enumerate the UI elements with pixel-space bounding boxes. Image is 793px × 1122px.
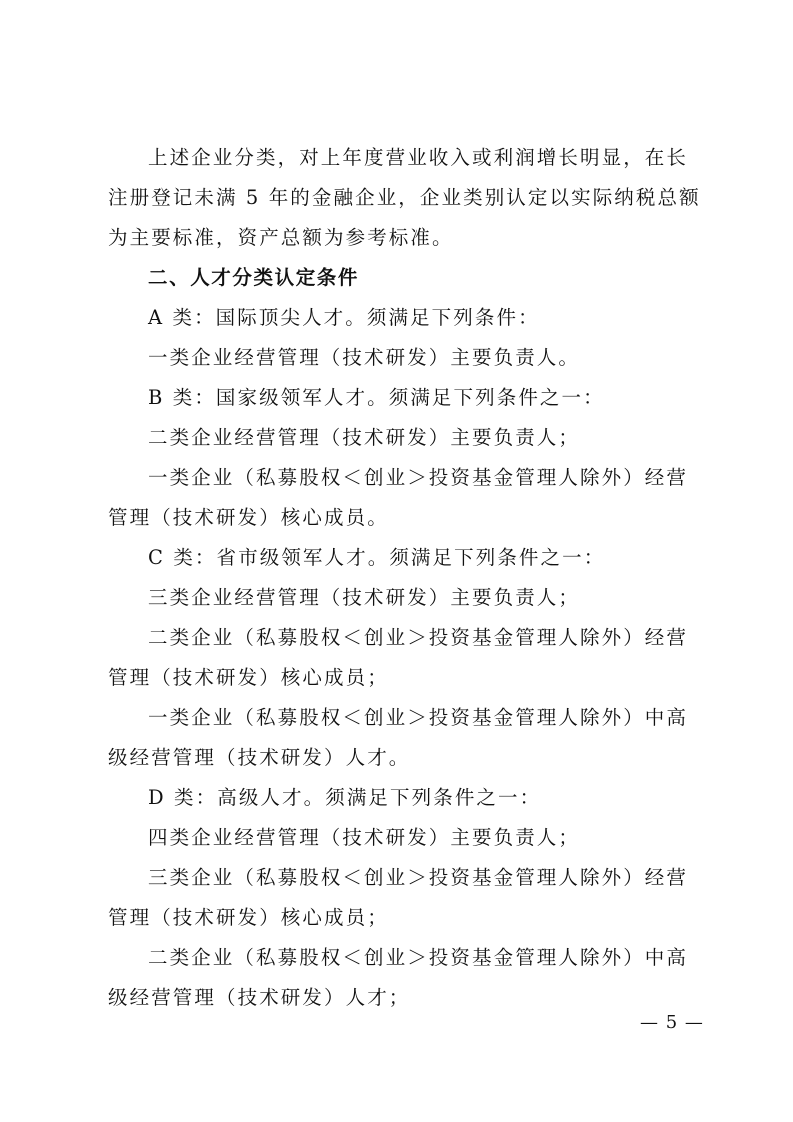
category-b-title: B 类：国家级领军人才。须满足下列条件之一：	[148, 386, 605, 409]
category-a-title: A 类：国际顶尖人才。须满足下列条件：	[148, 306, 540, 329]
page-number: — 5 —	[640, 1012, 704, 1033]
category-d-title: D 类：高级人才。须满足下列条件之一：	[148, 786, 542, 809]
paragraph-line: 注册登记未满 5 年的金融企业，企业类别认定以实际纳税总额	[108, 186, 701, 209]
category-d-condition: 三类企业（私募股权＜创业＞投资基金管理人除外）经营	[148, 866, 689, 889]
category-d-condition: 四类企业经营管理（技术研发）主要负责人；	[148, 826, 581, 849]
category-b-condition: 二类企业经营管理（技术研发）主要负责人；	[148, 426, 581, 449]
category-d-condition-continued: 级经营管理（技术研发）人才；	[108, 986, 411, 1009]
paragraph-line: 为主要标准，资产总额为参考标准。	[108, 226, 454, 249]
category-c-title: C 类：省市级领军人才。须满足下列条件之一：	[148, 546, 606, 569]
category-d-condition: 二类企业（私募股权＜创业＞投资基金管理人除外）中高	[148, 946, 689, 969]
category-c-condition-continued: 级经营管理（技术研发）人才。	[108, 746, 411, 769]
category-b-condition: 一类企业（私募股权＜创业＞投资基金管理人除外）经营	[148, 466, 689, 489]
category-c-condition: 二类企业（私募股权＜创业＞投资基金管理人除外）经营	[148, 626, 689, 649]
category-d-condition-continued: 管理（技术研发）核心成员；	[108, 906, 389, 929]
category-b-condition-continued: 管理（技术研发）核心成员。	[108, 506, 389, 529]
category-c-condition: 三类企业经营管理（技术研发）主要负责人；	[148, 586, 581, 609]
category-a-condition: 一类企业经营管理（技术研发）主要负责人。	[148, 346, 581, 369]
section-heading: 二、人才分类认定条件	[148, 266, 360, 289]
category-c-condition-continued: 管理（技术研发）核心成员；	[108, 666, 389, 689]
category-c-condition: 一类企业（私募股权＜创业＞投资基金管理人除外）中高	[148, 706, 689, 729]
paragraph-line: 上述企业分类，对上年度营业收入或利润增长明显，在长	[148, 146, 689, 169]
